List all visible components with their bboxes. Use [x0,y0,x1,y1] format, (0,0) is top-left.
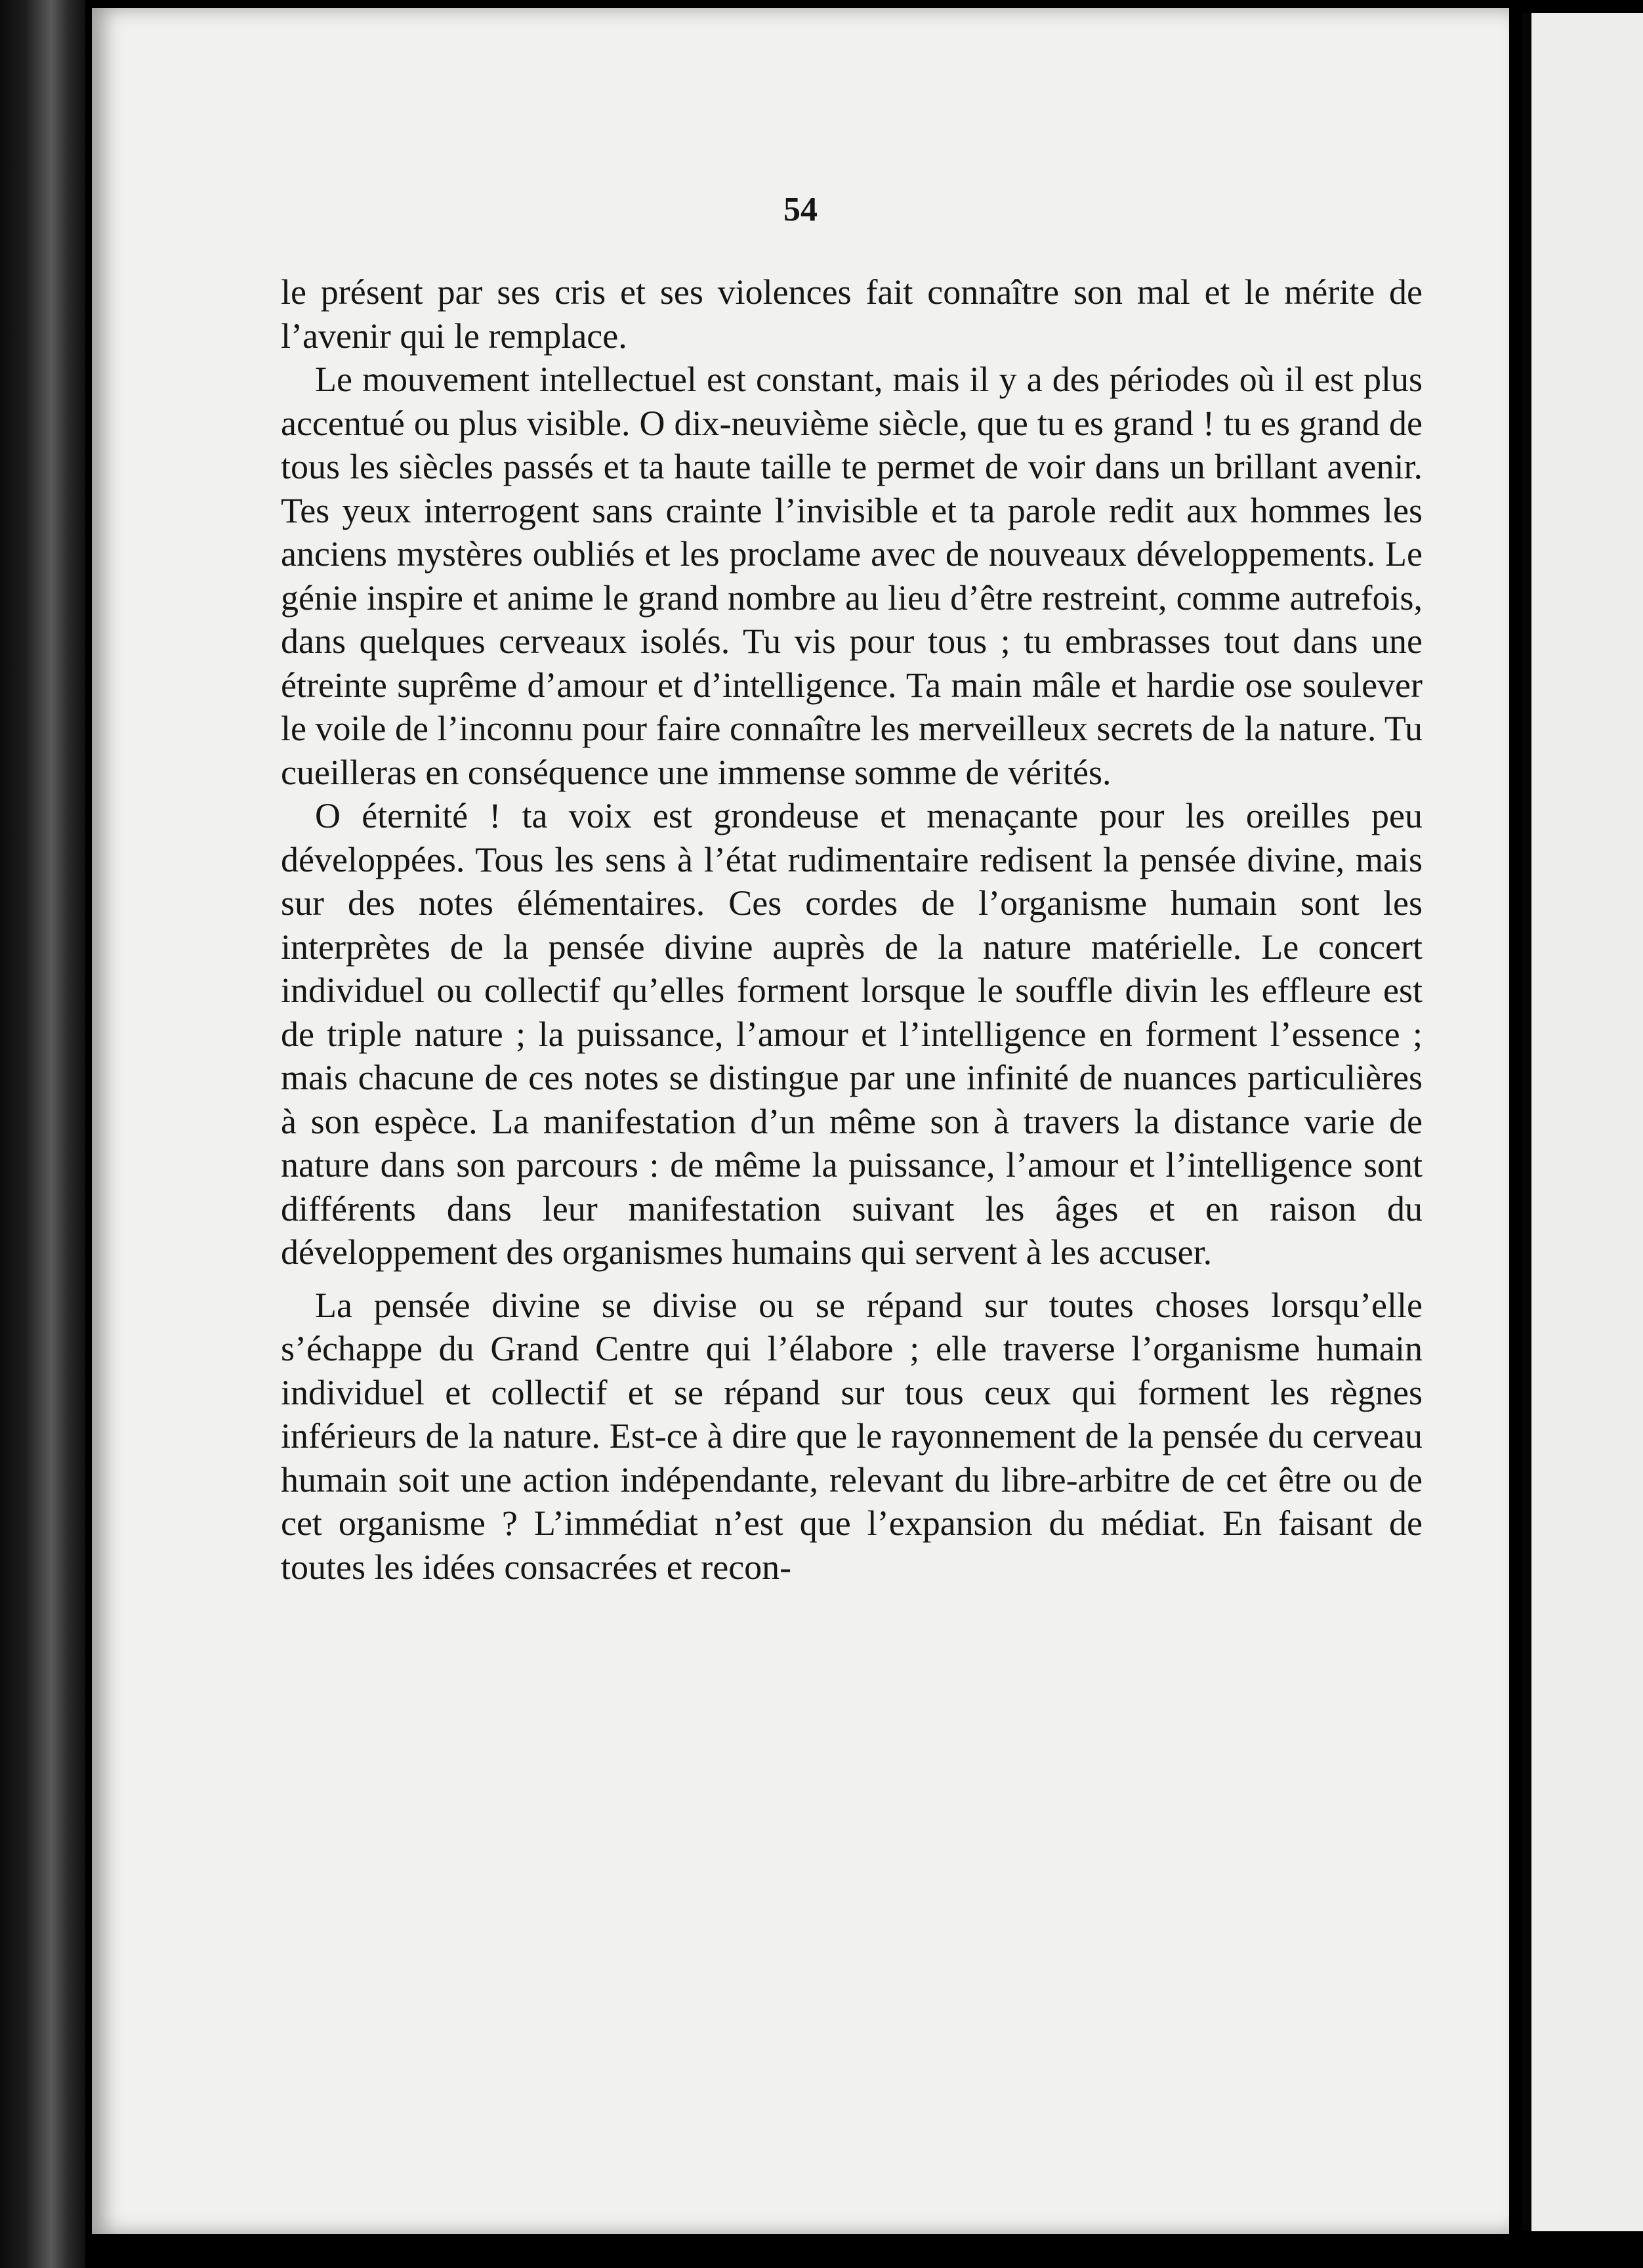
paragraph-4: La pensée divine se divise ou se répand sur toutes choses lorsqu’elle s’échappe du Grand Centre qui l’élabore ; elle traverse l’organisme humain individuel et collectif et se répand sur tous ceux qui forment les règnes inférieurs de la nature. Est-ce à dire que le rayonnement de la pensée du cerveau humain soit une action indépendante, relevant du libre-arbitre de cet être ou de cet organisme ? L’immédiat n’est que l’expansion du médiat. En faisant de toutes les idées consacrées et recon- [281,1285,1423,1587]
page-number: 54 [783,191,818,228]
book-binding [0,0,85,2268]
paragraph-2: Le mouvement intellectuel est constant, mais il y a des périodes où il est plus accentué ou plus visible. O dix-neuvième siècle, que tu es grand ! tu es grand de tous les siècles passés et ta haute taille te permet de voir dans un brillant avenir. Tes yeux interrogent sans crainte l’invisible et ta parole redit aux hommes les anciens mystères oubliés et les proclame avec de nouveaux développements. Le génie inspire et anime le grand nombre au lieu d’être restreint, comme autrefois, dans quelques cerveaux isolés. Tu vis pour tous ; tu embrasses tout dans une étreinte suprême d’amour et d’intelligence. Ta main mâle et hardie ose soulever le voile de l’inconnu pour faire connaître les merveilleux secrets de la nature. Tu cueilleras en conséquence une immense somme de vérités. [281,360,1423,792]
book-page [92,8,1509,2234]
page-body [281,270,1423,1589]
adjacent-page-edge [1522,13,1643,2231]
paragraph-1: le présent par ses cris et ses violences fait connaître son mal et le mérite de l’avenir qui le remplace. [281,272,1423,356]
paragraph-3: O éternité ! ta voix est grondeuse et menaçante pour les oreilles peu développées. Tous les sens à l’état rudimentaire redisent la pensée divine, mais sur des notes élémentaires. Ces cordes de l’organisme humain sont les interprètes de la pensée divine auprès de la nature matérielle. Le concert individuel ou collectif qu’elles forment lorsque le souffle divin les effleure est de triple nature ; la puissance, l’amour et l’intelligence en forment l’essence ; mais chacune de ces notes se distingue par une infinité de nuances particulières à son espèce. La manifestation d’un même son à travers la distance varie de nature dans son parcours : de même la puissance, l’amour et l’intelligence sont différents dans leur manifestation suivant les âges et en raison du développement des organismes humains qui servent à les accuser. [281,796,1423,1272]
